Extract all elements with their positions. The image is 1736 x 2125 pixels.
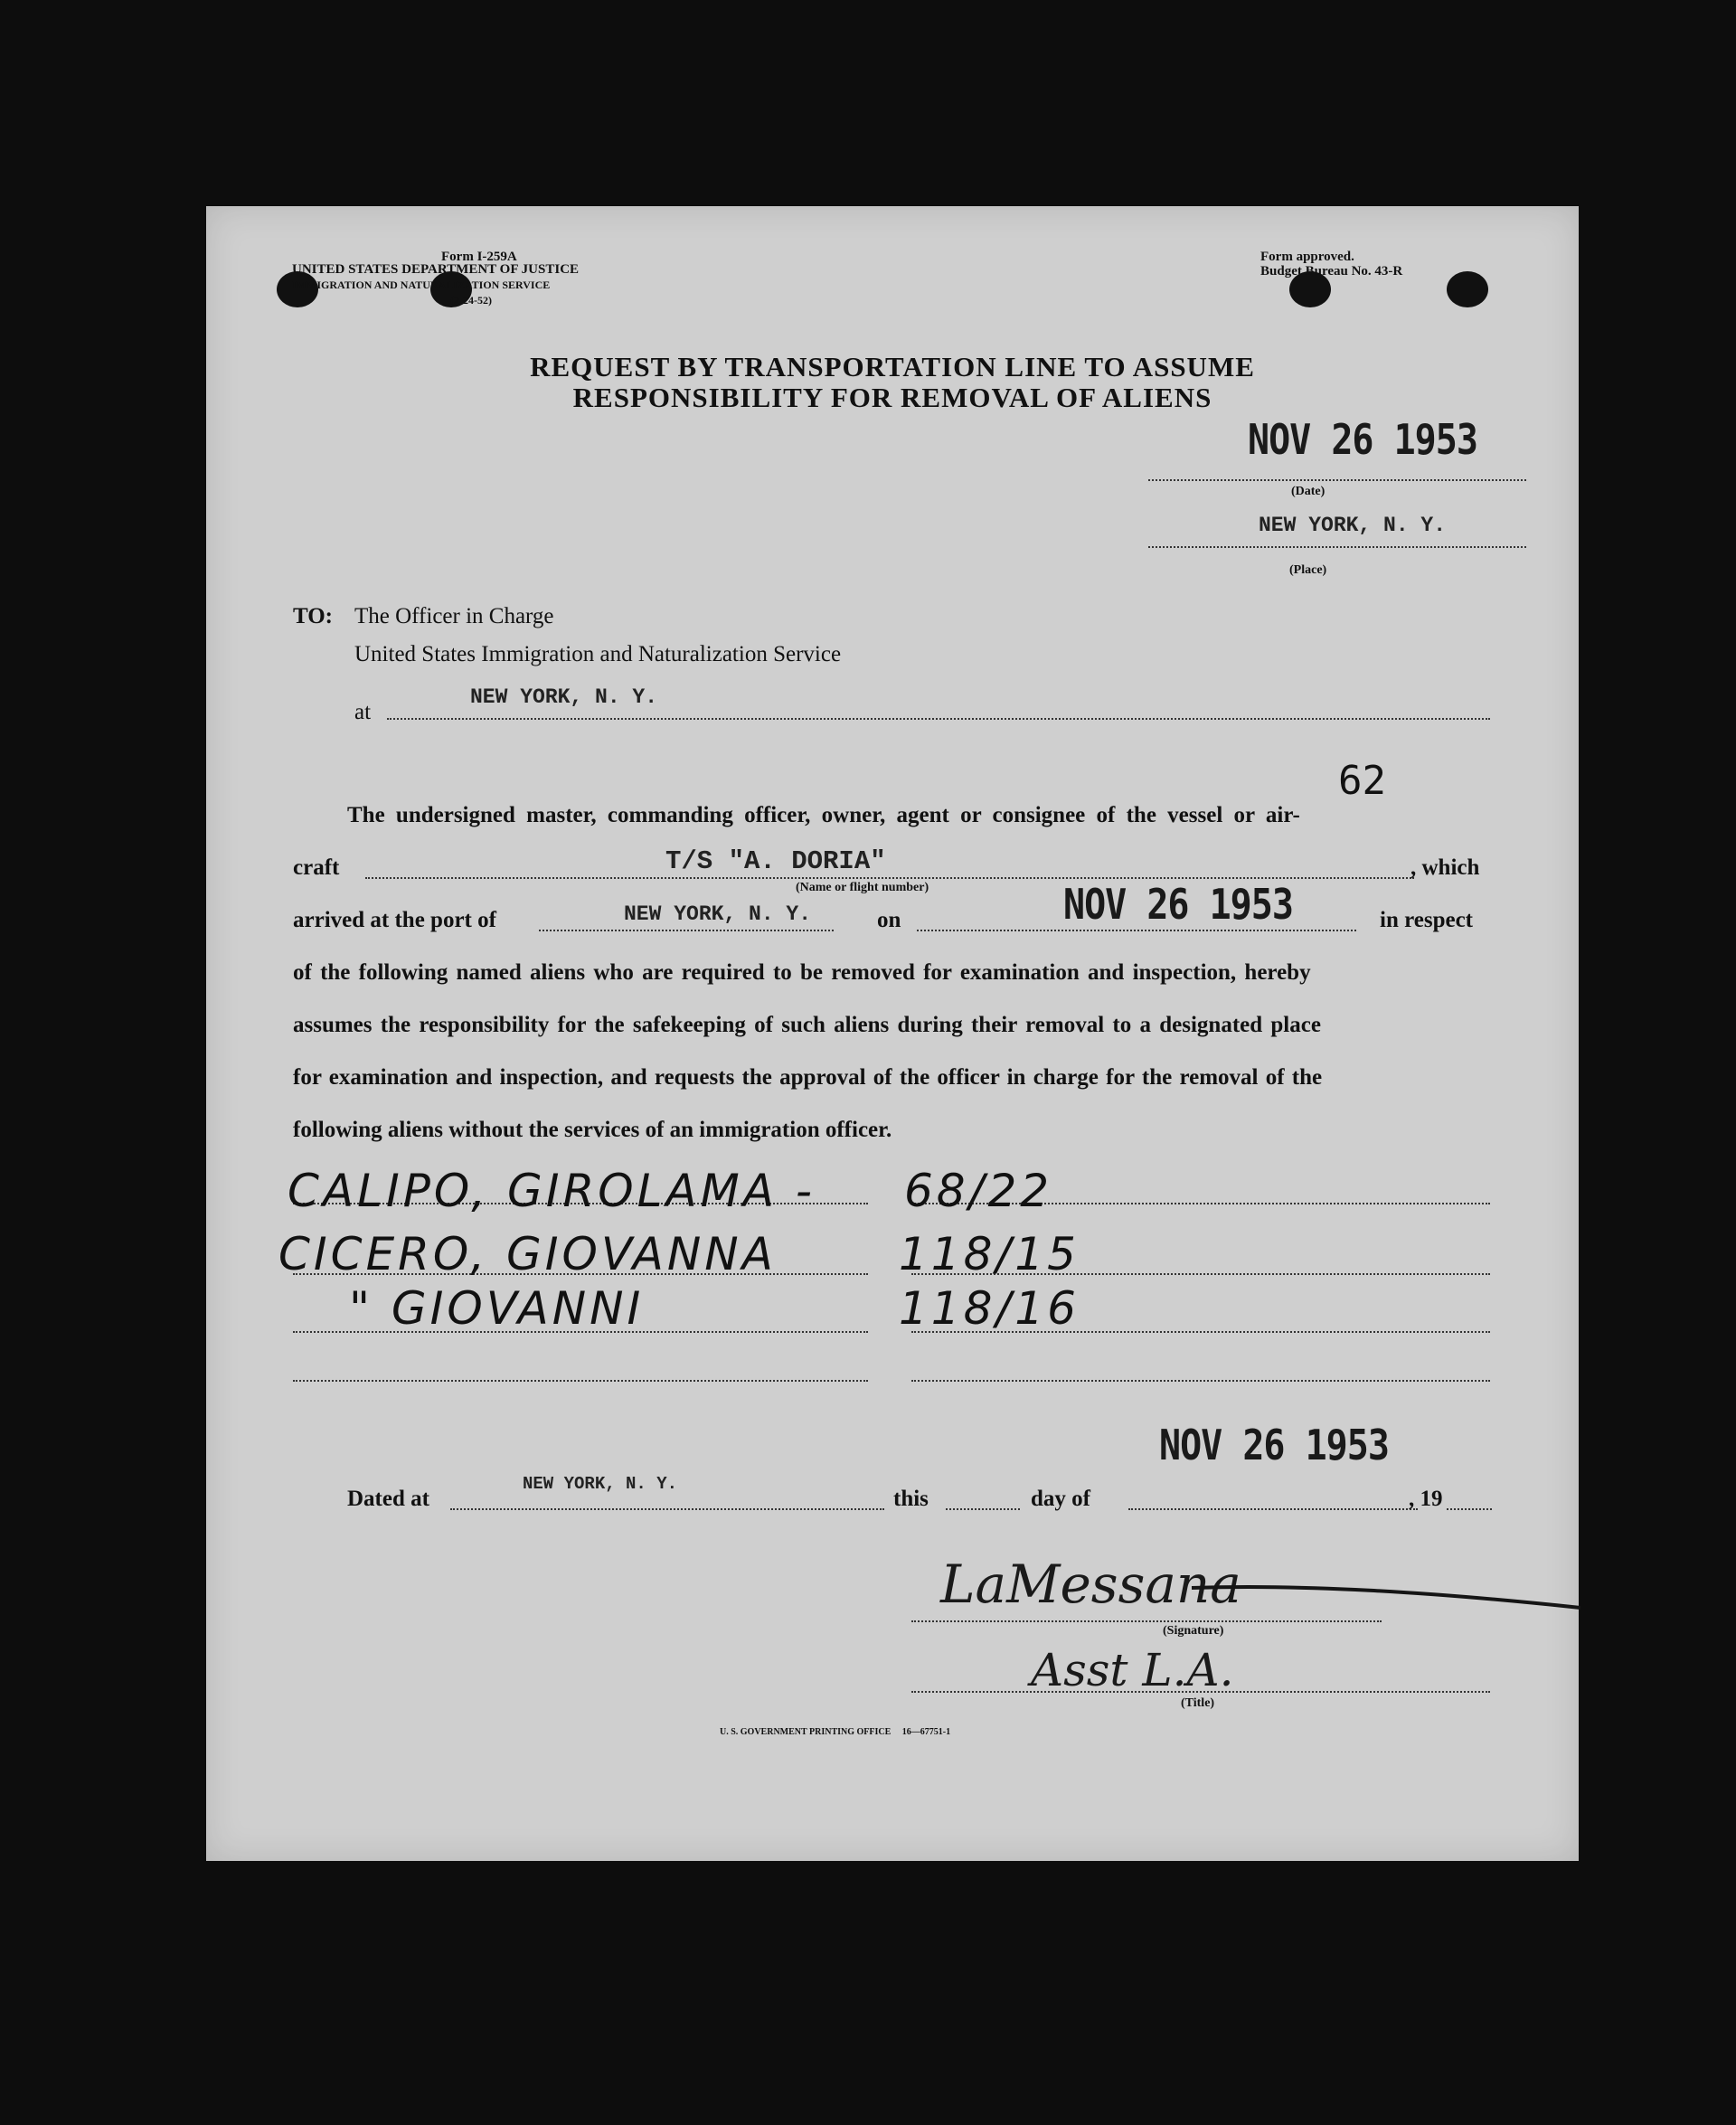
date-line: [1148, 479, 1526, 481]
paragraph-line5: for examination and inspection, and requests the approval of the officer in charge for the removal of the: [293, 1065, 1323, 1090]
at-value: NEW YORK, N. Y.: [470, 685, 658, 709]
date-stamp: NOV 26 1953: [1248, 416, 1477, 465]
form-number: Form I-259A: [441, 250, 517, 264]
to-label: TO:: [293, 604, 333, 628]
arrived-port: NEW YORK, N. Y.: [624, 902, 812, 926]
alien-line-left: [293, 1380, 868, 1382]
at-line: [387, 718, 1490, 720]
alien-line-right: [911, 1380, 1490, 1382]
alien-reference: 68/22: [904, 1165, 1053, 1217]
date-caption: (Date): [1291, 485, 1326, 498]
dated-at-label: Dated at: [347, 1487, 429, 1511]
craft-line: [365, 877, 1414, 879]
vessel-name: T/S "A. DORIA": [665, 846, 886, 876]
service-name: IMMIGRATION AND NATURALIZATION SERVICE: [292, 279, 551, 291]
title-signature: Asst L.A.: [1031, 1644, 1234, 1696]
place-value: NEW YORK, N. Y.: [1259, 514, 1447, 537]
signature: LaMessana: [940, 1554, 1241, 1615]
this-label: this: [893, 1487, 929, 1511]
budget-bureau: Budget Bureau No. 43-R: [1260, 264, 1403, 279]
alien-name: CICERO, GIOVANNA: [278, 1228, 777, 1280]
dated-at-line: [450, 1508, 884, 1510]
paragraph-line1: The undersigned master, commanding officer, owner, agent or consignee of the vessel or air-: [347, 803, 1300, 827]
dated-at-value: NEW YORK, N. Y.: [523, 1474, 678, 1494]
on-label: on: [877, 908, 901, 932]
form-date: (2-24-52): [450, 294, 492, 307]
title-line: [911, 1691, 1490, 1693]
year-label: , 19: [1409, 1487, 1443, 1511]
printer-line: U. S. GOVERNMENT PRINTING OFFICE 16—67751-1: [720, 1727, 951, 1737]
addressee-line1: The Officer in Charge: [354, 604, 554, 628]
addressee-line2: United States Immigration and Naturalization Service: [354, 642, 842, 666]
at-label: at: [354, 700, 372, 724]
day-of-label: day of: [1031, 1487, 1090, 1511]
place-line: [1148, 546, 1526, 548]
paragraph-line6: following aliens without the services of an immigration officer.: [293, 1118, 892, 1142]
craft-label: craft: [293, 855, 340, 880]
form-title-line1: REQUEST BY TRANSPORTATION LINE TO ASSUME: [530, 351, 1255, 382]
alien-reference: 118/16: [899, 1282, 1080, 1335]
paragraph-line3: of the following named aliens who are required to be removed for examination and inspection, hereby: [293, 960, 1311, 985]
dated-stamp: NOV 26 1953: [1159, 1421, 1389, 1470]
alien-name: " GIOVANNI: [349, 1282, 645, 1335]
signature-line: [911, 1620, 1382, 1622]
year-line: [1447, 1508, 1492, 1510]
this-line: [946, 1508, 1020, 1510]
form-title-line2: RESPONSIBILITY FOR REMOVAL OF ALIENS: [572, 382, 1212, 413]
punch-hole: [1447, 271, 1488, 307]
place-caption: (Place): [1289, 563, 1327, 577]
alien-name: CALIPO, GIROLAMA -: [288, 1165, 816, 1217]
signature-stroke: [1192, 1581, 1580, 1617]
signature-caption: (Signature): [1163, 1624, 1224, 1638]
number-mark: 62: [1338, 758, 1386, 804]
which-label: , which: [1410, 855, 1480, 880]
day-of-line: [1128, 1508, 1418, 1510]
arrival-date-stamp: NOV 26 1953: [1063, 881, 1293, 930]
title-caption: (Title): [1181, 1696, 1215, 1710]
arrival-date-line: [917, 930, 1356, 931]
paragraph-line4: assumes the responsibility for the safekeeping of such aliens during their removal to a designated place: [293, 1013, 1321, 1037]
port-line: [539, 930, 834, 931]
form-document: [206, 206, 1579, 1861]
form-approved: Form approved.: [1260, 250, 1354, 264]
alien-reference: 118/15: [899, 1228, 1080, 1280]
arrived-label: arrived at the port of: [293, 908, 496, 932]
department-name: UNITED STATES DEPARTMENT OF JUSTICE: [292, 262, 580, 277]
in-respect-label: in respect: [1380, 908, 1473, 932]
vessel-caption: (Name or flight number): [796, 881, 929, 894]
